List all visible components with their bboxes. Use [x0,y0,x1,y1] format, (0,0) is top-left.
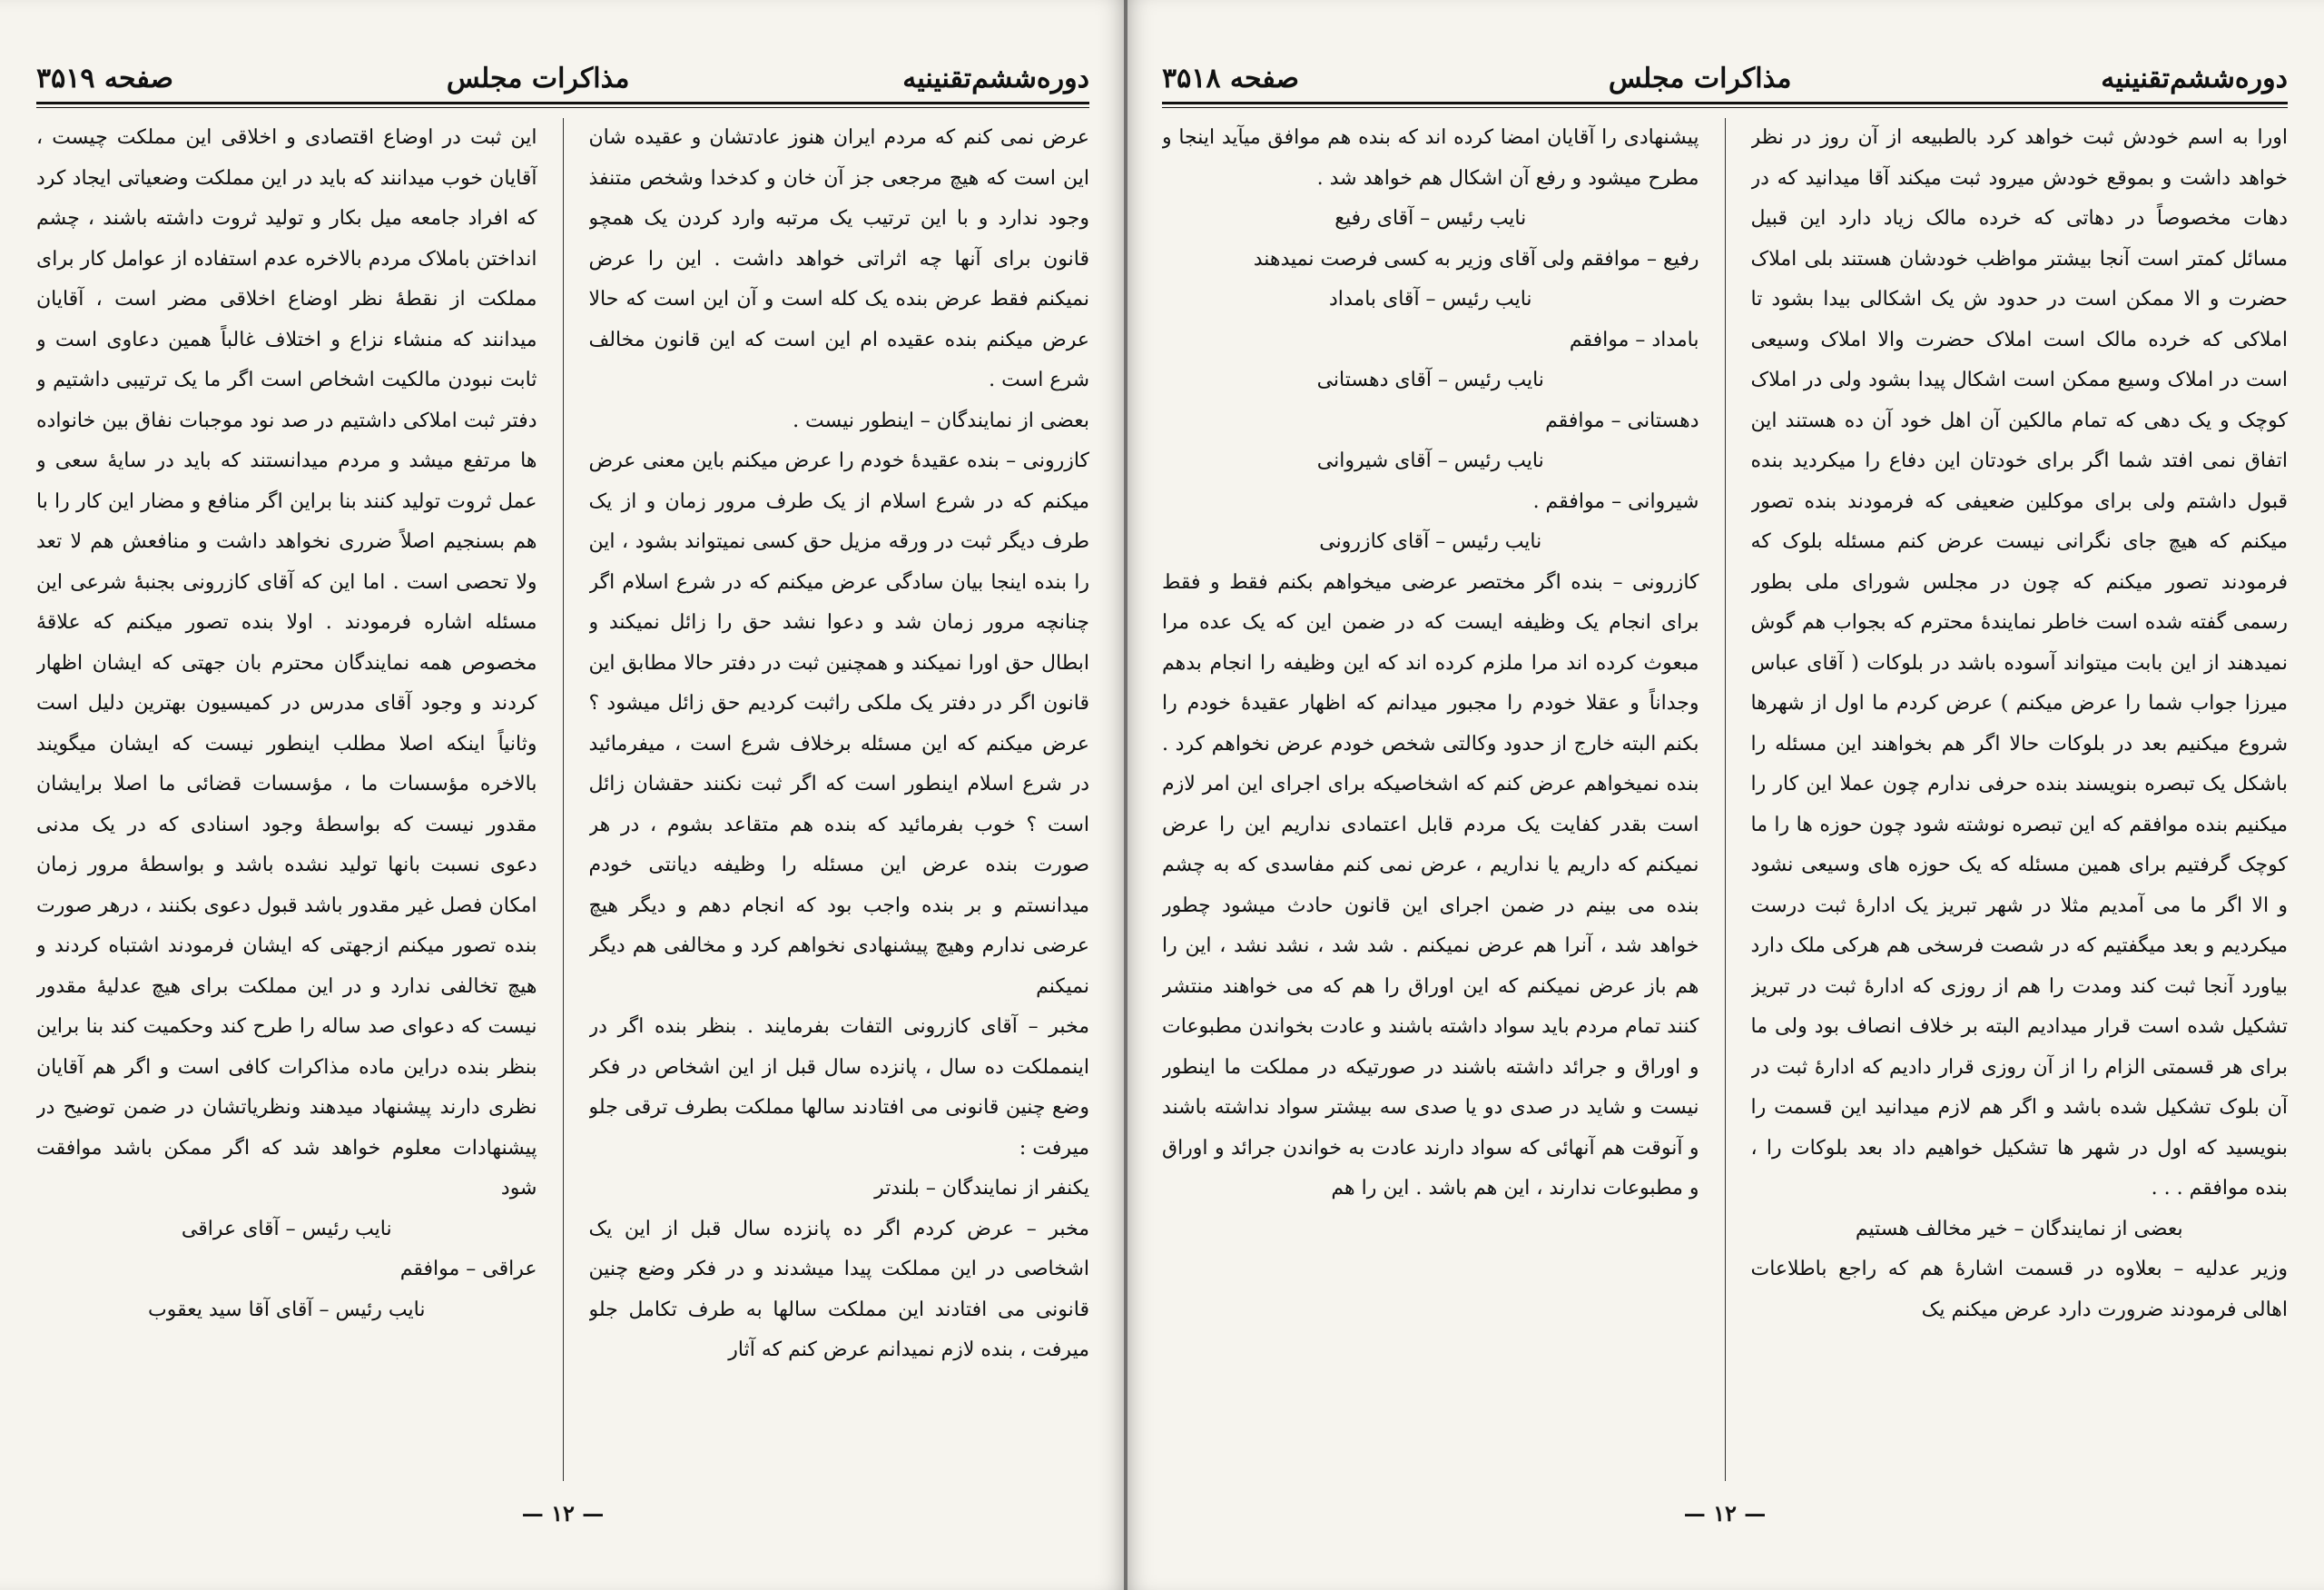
speaker-line: دهستانی – موافقم [1545,409,1699,432]
paragraph: وزیر عدلیه – بعلاوه در قسمت اشارهٔ هم که راجع باطلاعات اهالی فرمودند ضرورت دارد عرض میکنم یک [1750,1258,2288,1321]
paragraph: کازرونی – بنده عقیدهٔ خودم را عرض میکنم باین معنی عرض میکنم که در شرع اسلام از یک طرف مرور زمان و از یک طرف دیگر ثبت در ورقه مزیل حق کسی نمیتواند بشود ، این را بنده اینجا بیان سادگی عرض میکنم که در شرع اسلام اگر چنانچه مرور زمان شد و دعوا نشد حق را زائل نمیکند و ابطال حق اورا نمیکند و همچنین ثبت در دفتر حالا مطابق این قانون اگر در دفتر یک ملکی راثبت کردیم حق زائل میشود ؟ عرض میکنم که این مسئله برخلاف شرع است ، میفرمائید در شرع اسلام اینطور است که اگر ثبت نکنند حقشان زائل است ؟ خوب بفرمائید که بنده هم متقاعد بشوم ، در هر صورت بنده عرض این مسئله را وظیفه دیانتی خودم میدانستم و بر بنده واجب بود که انجام دهم و دیگر هیچ عرضی ندارم وهیچ پیشنهادی نخواهم کرد و مخالفی هم دیگر نمیکنم [588,449,1089,998]
header-series: دوره‌ششم‌تقنینیه [2101,62,2288,94]
right-page-header [1162,56,2288,100]
text-column-left [1162,118,1699,1481]
paragraph: مخبر – آقای کازرونی التفات بفرمایند . بنظر بنده اگر در اینمملکت ده سال ، پانزده سال قبل از این اشخاص در فکر وضع چنین قانونی می افتادند سالها مملکت بطرف ترقی جلو میرفت : [588,1015,1089,1160]
speaker-line: شیروانی – موافقم . [1532,489,1699,513]
speaker-line: نایب رئیس – آقای بامداد [1328,288,1532,311]
speaker-line: نایب رئیس – آقای شیروانی [1316,449,1544,472]
left-page-header [36,56,1089,100]
speaker-line: بامداد – موافقم [1569,328,1699,351]
right-page [1126,0,2324,1590]
speaker-line: نایب رئیس – آقای آقا سید یعقوب [148,1298,426,1321]
text-column-left [36,118,537,1481]
text-column-right [1751,118,2289,1481]
column-divider [1725,118,1726,1481]
speaker-line: نایب رئیس – آقای کازرونی [1319,530,1542,553]
paragraph: پیشنهادی را آقایان امضا کرده اند که بنده هم موافق میآید اینجا و مطرح میشود و رفع آن اشکال هم خواهد شد . [1162,126,1699,190]
gutter-shadow [1126,0,1128,1590]
paragraph: این ثبت در اوضاع اقتصادی و اخلاقی این مملکت چیست ، آقایان خوب میدانند که باید در این مملکت وضعیاتی ایجاد کرد که افراد جامعه میل بکار و تولید ثروت داشته باشند ، چشم انداختن باملاک مردم بالاخره عدم استفاده از عوامل کار برای مملکت از نقطهٔ نظر اوضاع اخلاقی مضر است ، آقایان میدانند که منشاء نزاع و اختلاف غالباً همین دعاوی است و ثابت نبودن مالکیت اشخاص است اگر ما یک ترتیبی داشتیم و دفتر ثبت املاکی داشتیم در صد نود موجبات نفاق بین خانواده ها مرتفع میشد و مردم میدانستند که باید در سایهٔ سعی و عمل ثروت تولید کنند بنا براین اگر منافع و مضار این کار را با هم بسنجیم اصلاً ضرری نخواهد داشت و منافعش هم لا تعد ولا تحصی است . اما این که آقای کازرونی بجنبهٔ شرعی این مسئله اشاره فرمودند . اولا بنده تصور میکنم که علاقهٔ مخصوص همه نمایندگان محترم بان جهتی که ایشان اظهار کردند و وجود آقای مدرس در کمیسیون بهترین دلیل است وثانیاً اینکه اصلا مطلب اینطور نیست که ایشان میگویند بالاخره مؤسسات ما ، مؤسسات قضائی ما اصلا برایشان مقدور نیست که بواسطهٔ وجود اسنادی که در یک مدنی دعوی نسبت بانها تولید نشده باشد و بواسطهٔ مرور زمان امکان فصل غیر مقدور باشد قبول دعوی بکنند ، درهر صورت بنده تصور میکنم ازجهتی که ایشان فرمودند اشتباه کردند و هیچ تخالفی ندارد و در این مملکت برای هیچ عدلیهٔ مقدور نیست که دعوای صد ساله را طرح کند وحکمیت کند بنا براین بنظر بنده دراین ماده مذاکرات کافی است و اگر هم آقایان نظری دارند پیشنهاد میدهند ونظریاتشان در ضمن توضیح در پیشنهادات معلوم خواهد شد که اگر ممکن باشد موافقت شود [36,126,537,1200]
right-page-columns [1162,118,2288,1481]
left-page-columns [36,118,1089,1481]
speaker-line: رفیع – موافقم ولی آقای وزیر به کسی فرصت نمیدهند [1253,247,1699,271]
page-folio: — ۱۲ — [1683,1500,1767,1526]
header-page-number: صفحه ۳۵۱۹ [36,62,173,94]
header-title: مذاکرات مجلس [446,62,630,94]
paragraph: عرض نمی کنم که مردم ایران هنوز عادتشان و عقیده شان این است که هیچ مرجعی جز آن خان و کدخدا وشخص متنفذ وجود ندارد و با این ترتیب یک مرتبه وارد کردن یک همچو قانون برای آنها چه اثراتی خواهد داشت . این را عرض نمیکنم فقط عرض بنده یک کله است و آن این است که حالا عرض میکنم بنده عقیده ام این است که این قانون مخالف شرع است . [588,126,1089,391]
speaker-line: بعضی از نمایندگان – خیر مخالف هستیم [1855,1217,2183,1240]
paragraph: بعضی از نمایندگان – اینطور نیست . [793,409,1089,432]
paragraph: مخبر – عرض کردم اگر ده پانزده سال قبل از این یک اشخاصی در این مملکت پیدا میشدند و در فکر وضع چنین قانونی می افتادند این مملکت سالها به طرف تکامل جلو میرفت ، بنده لازم نمیدانم عرض کنم که آثار [588,1217,1089,1361]
header-rule-thin [1162,107,2288,108]
header-rule [1162,102,2288,104]
paragraph: کازرونی – بنده اگر مختصر عرضی میخواهم بکنم فقط و فقط برای انجام یک وظیفه ایست که در ضمن این که یک عده مرا مبعوث کرده اند مرا ملزم کرده اند که این وظیفه را انجام بدهم وجداناً و عقلا خودم را مجبور میدانم که اظهار عقیدهٔ خودم را بکنم البته خارج از حدود وکالتی شخص خودم عرض نخواهم کرد . بنده نمیخواهم عرض کنم که اشخاصیکه برای اجرای این امر لازم است بقدر کفایت یک مردم قابل اعتمادی نداریم این را عرض نمیکنم که داریم یا نداریم ، عرض نمی کنم مفاسدی که به چشم بنده می بینم در ضمن اجرای این قانون حادث میشود چطور خواهد شد ، آنرا هم عرض نمیکنم . شد شد ، نشد نشد ، این را هم باز عرض نمیکنم که این اوراق را هم که می خواهند منتشر کنند تمام مردم باید سواد داشته باشند و عادت بخواندن مطبوعات و اوراق و جرائد داشته باشند در صورتیکه در مملکت ما اینطور نیست و شاید در صدی دو یا صدی سه بیشتر سواد نداشته باشند و آنوقت هم آنهائی که سواد دارند عادت به خواندن جرائد و اوراق و مطبوعات ندارند ، این هم باشد . این را هم [1162,570,1699,1200]
speaker-line: نایب رئیس – آقای عراقی [181,1217,392,1240]
paragraph: یکنفر از نمایندگان – بلندتر [874,1177,1089,1200]
speaker-line: عراقی – موافقم [399,1258,537,1280]
header-rule-thin [36,107,1089,108]
text-column-right [589,118,1090,1481]
speaker-line: نایب رئیس – آقای رفیع [1334,207,1527,230]
left-page [0,0,1126,1590]
page-folio: — ۱۲ — [521,1500,605,1526]
paragraph: اورا به اسم خودش ثبت خواهد کرد بالطبیعه از آن روز در نظر خواهد داشت و بموقع خودش میرود ثبت میکند آقا میدانید که در دهات مخصوصاً در دهاتی که خرده مالک زیاد دارد این قبیل مسائل کمتر است آنجا بیشتر مواظب خودشان هستند بلی املاک حضرت و الا ممکن است در حدود ش یک اشکالی بیدا بشود تا املاکی که خرده مالک است املاک حضرت والا املاک وسیعی است در املاک وسیع ممکن است اشکال پیدا بشود ولی در املاک کوچک و یک دهی که تمام مالکین آن اهل خود آن ده هستند این اتفاق نمی افتد شما اگر برای خودتان این دفاع را میکردید بنده قبول داشتم ولی برای موکلین ضعیفی که فرمودند بنده تصور میکنم که هیچ جای نگرانی نیست عرض کنم مسئله بلوک که فرمودند تصور میکنم که چون در مجلس شورای ملی بطور رسمی گفته شده است خاطر نمایندهٔ محترم که بجواب هم گوش نمیدهند از این بابت میتواند آسوده باشد در بلوکات ( آقای عباس میرزا جواب شما را عرض میکنم ) عرض کردم ما اول از شهرها شروع میکنیم بعد در بلوکات حالا اگر هم بخواهند این مسئله را باشکل یک تبصره بنویسند بنده حرفی ندارم چون عملا این کار را میکنیم بنده موافقم که این تبصره نوشته شود چون حوزه ها را ما کوچک گرفتیم برای همین مسئله که یک حوزه های وسیعی نشود و الا اگر ما می آمدیم مثلا در شهر تبریز یک ادارهٔ ثبت درست میکردیم و بعد میگفتیم که در شصت فرسخی هم هرکی ملک دارد بیاورد آنجا ثبت کند ومدت را هم از روزی که ادارهٔ ثبت در تبریز تشکیل شده است قرار میدادیم البته بر خلاف انصاف بود ولی ما برای هر قسمتی الزام را از آن روزی قرار دادیم که ادارهٔ ثبت در آن بلوک تشکیل شده باشد و اگر هم لازم میدانید این قسمت را بنویسید که اول در شهر ها تشکیل خواهیم داد بعد بلوکات را ، بنده موافقم . . . [1750,126,2288,1200]
header-rule [36,102,1089,104]
column-divider [563,118,564,1481]
header-series: دوره‌ششم‌تقنینیه [902,62,1089,94]
speaker-line: نایب رئیس – آقای دهستانی [1316,369,1544,391]
header-page-number: صفحه ۳۵۱۸ [1162,62,1299,94]
header-title: مذاکرات مجلس [1608,62,1792,94]
